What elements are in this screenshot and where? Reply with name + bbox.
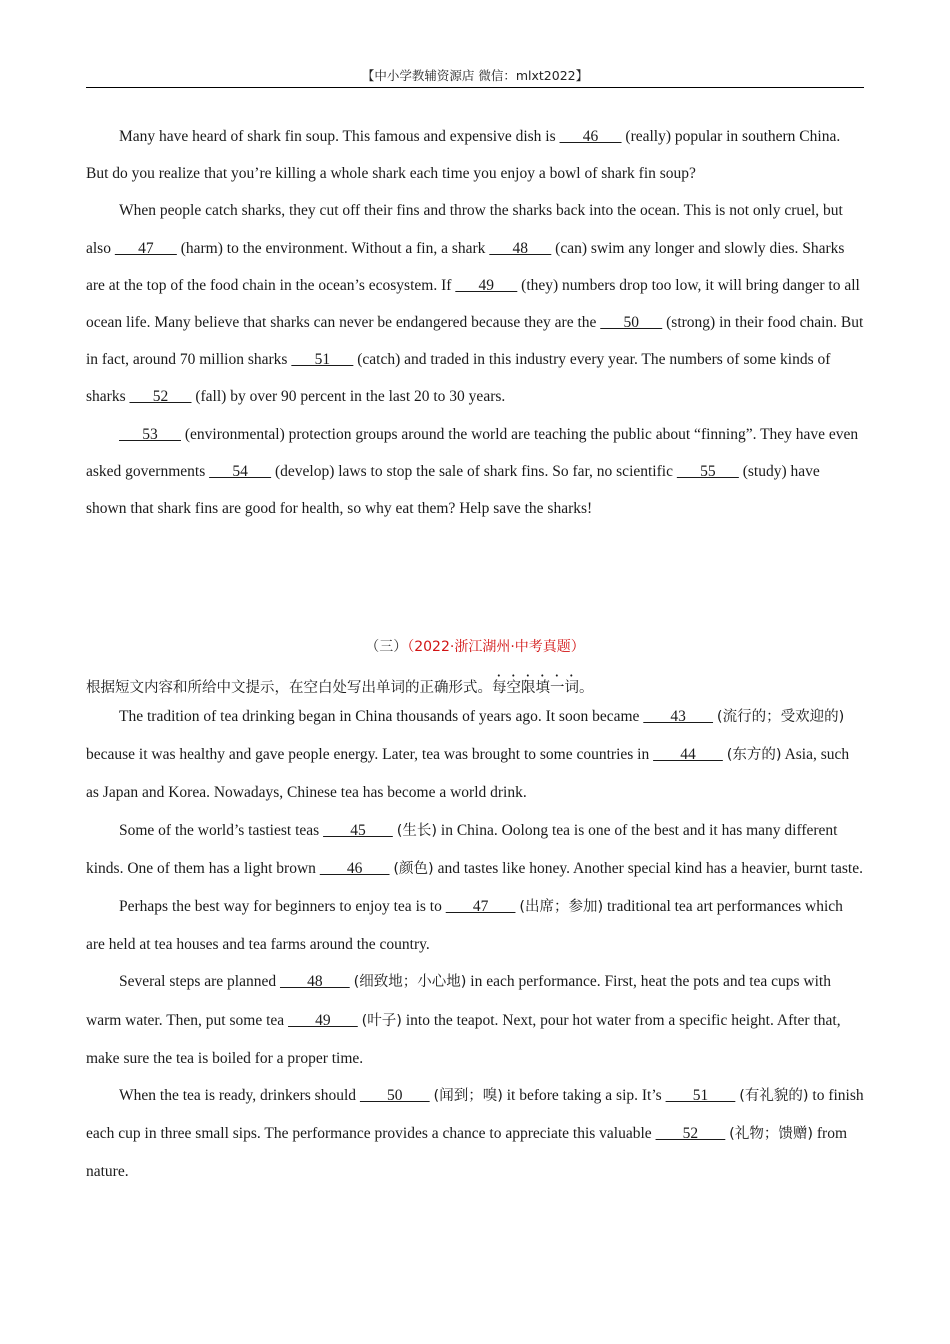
paragraph: When the tea is ready, drinkers should 50 (闻到；嗅) it before taking a sip. It’s 51 (有礼貌的) to finish each cup in three small sips. The performance provides a chance to appreciate this valuable 52 (礼物；馈赠) from nature. [86,1087,864,1181]
blank-44[interactable]: 44 [653,746,723,764]
paragraph: The tradition of tea drinking began in China thousands of years ago. It soon became 43 (流行的；受欢迎的) because it was healthy and gave people energy. Later, tea was brought to some countries in 44 (东方的) Asia, such as Japan and Korea. Nowadays, Chinese tea has become a world drink. [86,708,850,802]
blank-51[interactable]: 51 [665,1087,736,1105]
passage-shark-fin [86,118,864,527]
hint: (有礼貌的) [739,1088,809,1105]
blank-43[interactable]: 43 [643,708,714,725]
exam-source: （2022·浙江湖州·中考真题） [407,639,585,655]
hint: (礼物；馈赠) [729,1126,813,1143]
blank-53[interactable]: 53 [119,425,181,443]
blank-45[interactable]: 45 [323,821,393,839]
blank-46[interactable]: 46 [319,859,390,877]
hint: (颜色) [393,860,434,877]
blank-52[interactable]: 52 [129,388,192,406]
page-header: 【中小学教辅资源店 微信：mlxt2022】 [361,68,589,83]
hint: (出席；参加) [519,899,604,916]
blank-50[interactable]: 50 [359,1087,430,1105]
section-title: （三）（2022·浙江湖州·中考真题） [365,639,585,655]
header-rule [86,87,864,88]
paragraph: 53 (environmental) protection groups around the world are teaching the public about “finning”. They have even asked governments 54 (develop) laws to stop the sale of shark fins. So far, no scientific 55 (study) have shown that shark fins are good for health, so why eat them? Help save the sharks! [86,425,859,518]
blank-48[interactable]: 48 [489,239,552,257]
blank-46[interactable]: 46 [559,128,622,145]
blank-55[interactable]: 55 [676,462,739,480]
emphasis-text: 每空限填一词 [492,680,579,696]
blank-49[interactable]: 49 [455,276,518,294]
blank-47[interactable]: 47 [445,898,516,916]
paragraph: Some of the world’s tastiest teas 45 (生长) in China. Oolong tea is one of the best and it has many different kinds. One of them has a light brown 46 (颜色) and tastes like honey. Another special kind has a heavier, burnt taste. [86,821,863,877]
instruction: 根据短文内容和所给中文提示，在空白处写出单词的正确形式。每空限填一词。 [86,680,594,696]
paragraph: Several steps are planned 48 (细致地；小心地) in each performance. First, heat the pots and tea cups with warm water. Then, put some tea 49 (叶子) into the teapot. Next, pour hot water from a specific height. After that, make sure the tea is boiled for a proper time. [86,973,841,1067]
blank-51[interactable]: 51 [291,351,354,369]
hint: (闻到；嗅) [433,1088,503,1105]
blank-50[interactable]: 50 [600,314,663,332]
paragraph: When people catch sharks, they cut off their fins and throw the sharks back into the ocean. This is not only cruel, but also 47 (harm) to the environment. Without a fin, a shark 48 (can) swim any longer and slowly dies. Sharks are at the top of the food chain in the ocean’s ecosystem. If 49 (they) numbers drop too low, it will bring danger to all ocean life. Many believe that sharks can never be endangered because they are the 50 (strong) in their food chain. But in fact, around 70 million sharks 51 (catch) and traded in this industry every year. The numbers of some kinds of sharks 52 (fall) by over 90 percent in the last 20 to 30 years. [86,202,864,406]
hint: (东方的) [726,747,782,764]
blank-47[interactable]: 47 [114,239,177,257]
hint: (生长) [396,822,438,839]
blank-54[interactable]: 54 [209,462,272,480]
hint: (细致地；小心地) [353,974,467,991]
blank-49[interactable]: 49 [288,1011,358,1029]
blank-52[interactable]: 52 [655,1125,726,1143]
hint: (叶子) [361,1012,402,1029]
hint: (流行的；受欢迎的) [716,709,845,725]
blank-48[interactable]: 48 [279,973,350,991]
passage-tea [86,637,864,1191]
paragraph: Many have heard of shark fin soup. This famous and expensive dish is 46 (really) popular in southern China. But do you realize that you’re killing a whole shark each time you enjoy a bowl of shark fin soup? [86,128,841,183]
paragraph: Perhaps the best way for beginners to enjoy tea is to 47 (出席；参加) traditional tea art performances which are held at tea houses and tea farms around the country. [86,898,843,954]
